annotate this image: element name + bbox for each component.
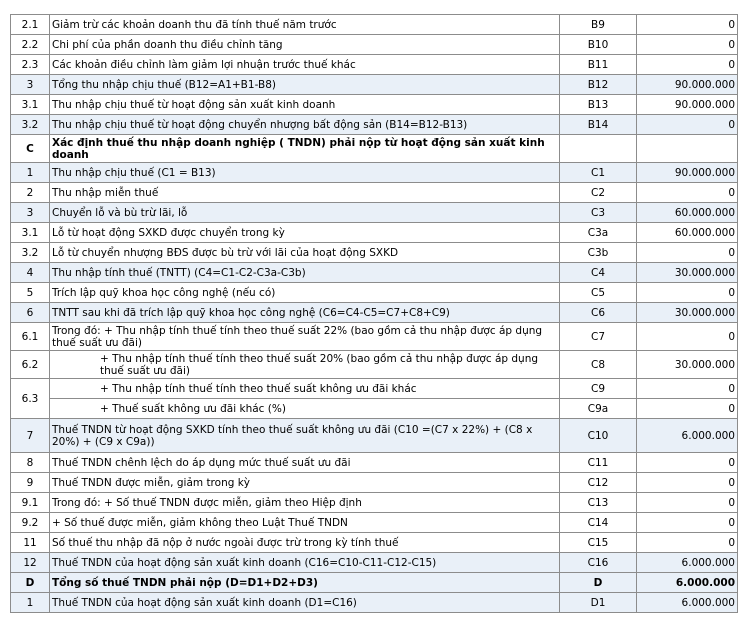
cell-value[interactable]: 6.000.000 (637, 573, 738, 593)
cell-value[interactable]: 0 (637, 115, 738, 135)
cell-description[interactable]: Thu nhập chịu thuế từ hoạt động sản xuất kinh doanh (50, 95, 560, 115)
cell-index[interactable]: 9.2 (11, 513, 50, 533)
cell-description[interactable]: Thuế TNDN chênh lệch do áp dụng mức thuế suất ưu đãi (50, 453, 560, 473)
table-row[interactable] (11, 513, 738, 533)
cell-description[interactable]: + Số thuế được miễn, giảm không theo Luật Thuế TNDN (50, 513, 560, 533)
cell-index[interactable]: 2.1 (11, 15, 50, 35)
cell-index[interactable]: 6.1 (11, 323, 50, 351)
cell-index[interactable]: 3.2 (11, 243, 50, 263)
cell-value[interactable]: 90.000.000 (637, 163, 738, 183)
cell-value[interactable]: 0 (637, 183, 738, 203)
cell-description[interactable]: Tổng số thuế TNDN phải nộp (D=D1+D2+D3) (50, 573, 560, 593)
cell-index[interactable]: 7 (11, 419, 50, 453)
cell-code[interactable]: C8 (560, 351, 637, 379)
cell-code[interactable]: B13 (560, 95, 637, 115)
cell-code[interactable]: C16 (560, 553, 637, 573)
cell-code[interactable]: B9 (560, 15, 637, 35)
table-row[interactable] (11, 135, 738, 163)
cell-code[interactable]: C9 (560, 379, 637, 399)
cell-value[interactable]: 0 (637, 35, 738, 55)
cell-index[interactable]: 3.2 (11, 115, 50, 135)
cell-description[interactable]: Thuế TNDN từ hoạt động SXKD tính theo thuế suất không ưu đãi (C10 =(C7 x 22%) + (C8 x 20%) + (C9 x C9a)) (50, 419, 560, 453)
tax-declaration-table (10, 14, 738, 613)
table-row[interactable] (11, 303, 738, 323)
table-row[interactable] (11, 15, 738, 35)
cell-index[interactable]: 6 (11, 303, 50, 323)
cell-description[interactable]: Lỗ từ chuyển nhượng BĐS được bù trừ với lãi của hoạt động SXKD (50, 243, 560, 263)
table-row[interactable] (11, 493, 738, 513)
table-row[interactable] (11, 115, 738, 135)
cell-index[interactable]: 8 (11, 453, 50, 473)
cell-code[interactable]: D (560, 573, 637, 593)
cell-index[interactable]: 3 (11, 75, 50, 95)
table-row[interactable] (11, 399, 738, 419)
cell-description[interactable]: Chuyển lỗ và bù trừ lãi, lỗ (50, 203, 560, 223)
cell-code[interactable]: C2 (560, 183, 637, 203)
cell-code[interactable]: C3a (560, 223, 637, 243)
cell-description[interactable]: Giảm trừ các khoản doanh thu đã tính thuế năm trước (50, 15, 560, 35)
cell-code[interactable]: C7 (560, 323, 637, 351)
cell-description[interactable]: TNTT sau khi đã trích lập quỹ khoa học công nghệ (C6=C4-C5=C7+C8+C9) (50, 303, 560, 323)
cell-description[interactable]: + Thu nhập tính thuế tính theo thuế suất không ưu đãi khác (50, 379, 560, 399)
cell-value[interactable]: 0 (637, 323, 738, 351)
cell-value[interactable]: 0 (637, 379, 738, 399)
cell-code[interactable]: C3 (560, 203, 637, 223)
table-row[interactable] (11, 379, 738, 399)
cell-code[interactable]: B11 (560, 55, 637, 75)
cell-code[interactable]: C15 (560, 533, 637, 553)
cell-index[interactable]: D (11, 573, 50, 593)
cell-value[interactable]: 90.000.000 (637, 75, 738, 95)
cell-code[interactable]: B12 (560, 75, 637, 95)
cell-description[interactable]: Thuế TNDN được miễn, giảm trong kỳ (50, 473, 560, 493)
cell-description[interactable]: Thu nhập chịu thuế (C1 = B13) (50, 163, 560, 183)
cell-index[interactable]: 12 (11, 553, 50, 573)
cell-code[interactable]: C14 (560, 513, 637, 533)
table-row[interactable] (11, 183, 738, 203)
table-row[interactable] (11, 283, 738, 303)
table-row[interactable] (11, 203, 738, 223)
cell-code[interactable]: C12 (560, 473, 637, 493)
table-row[interactable] (11, 323, 738, 351)
cell-value[interactable]: 0 (637, 453, 738, 473)
cell-description[interactable]: Trong đó: + Số thuế TNDN được miễn, giảm theo Hiệp định (50, 493, 560, 513)
cell-code[interactable]: C6 (560, 303, 637, 323)
cell-index[interactable]: 4 (11, 263, 50, 283)
cell-description[interactable]: Số thuế thu nhập đã nộp ở nước ngoài được trừ trong kỳ tính thuế (50, 533, 560, 553)
table-row[interactable] (11, 75, 738, 95)
cell-value[interactable]: 0 (637, 533, 738, 553)
table-row[interactable] (11, 163, 738, 183)
cell-description[interactable]: Thuế TNDN của hoạt động sản xuất kinh doanh (D1=C16) (50, 593, 560, 613)
table-row[interactable] (11, 533, 738, 553)
cell-index[interactable]: 3.1 (11, 223, 50, 243)
cell-value[interactable]: 0 (637, 243, 738, 263)
table-row[interactable] (11, 351, 738, 379)
cell-description[interactable]: Lỗ từ hoạt động SXKD được chuyển trong kỳ (50, 223, 560, 243)
table-row[interactable] (11, 95, 738, 115)
cell-description[interactable]: + Thu nhập tính thuế tính theo thuế suất 20% (bao gồm cả thu nhập được áp dụng thuế suất ưu đãi) (50, 351, 560, 379)
table-row[interactable] (11, 55, 738, 75)
cell-value[interactable]: 0 (637, 493, 738, 513)
table-row[interactable] (11, 243, 738, 263)
top-edge (0, 0, 754, 14)
table-row[interactable] (11, 223, 738, 243)
table-row[interactable] (11, 35, 738, 55)
cell-code[interactable]: C1 (560, 163, 637, 183)
cell-index[interactable]: 9 (11, 473, 50, 493)
cell-value[interactable]: 60.000.000 (637, 203, 738, 223)
cell-value[interactable]: 0 (637, 283, 738, 303)
table-row[interactable] (11, 473, 738, 493)
cell-description[interactable]: Tổng thu nhập chịu thuế (B12=A1+B1-B8) (50, 75, 560, 95)
table-row[interactable] (11, 553, 738, 573)
cell-value[interactable]: 30.000.000 (637, 303, 738, 323)
cell-code[interactable]: C9a (560, 399, 637, 419)
cell-value[interactable]: 0 (637, 399, 738, 419)
cell-description[interactable]: Thu nhập tính thuế (TNTT) (C4=C1-C2-C3a-C3b) (50, 263, 560, 283)
cell-description[interactable]: + Thuế suất không ưu đãi khác (%) (50, 399, 560, 419)
cell-value[interactable]: 30.000.000 (637, 263, 738, 283)
cell-description[interactable]: Trích lập quỹ khoa học công nghệ (nếu có) (50, 283, 560, 303)
cell-code[interactable]: C13 (560, 493, 637, 513)
cell-index[interactable]: 3 (11, 203, 50, 223)
cell-value[interactable]: 0 (637, 473, 738, 493)
cell-index[interactable]: 9.1 (11, 493, 50, 513)
cell-value[interactable]: 0 (637, 55, 738, 75)
cell-value[interactable]: 6.000.000 (637, 419, 738, 453)
cell-description[interactable]: Chi phí của phần doanh thu điều chỉnh tăng (50, 35, 560, 55)
cell-value[interactable]: 6.000.000 (637, 553, 738, 573)
cell-index[interactable]: 2 (11, 183, 50, 203)
cell-code[interactable]: C5 (560, 283, 637, 303)
cell-description[interactable]: Xác định thuế thu nhập doanh nghiệp ( TNDN) phải nộp từ hoạt động sản xuất kinh doanh (50, 135, 560, 163)
cell-index[interactable]: 3.1 (11, 95, 50, 115)
cell-value[interactable]: 90.000.000 (637, 95, 738, 115)
cell-description[interactable]: Thu nhập miễn thuế (50, 183, 560, 203)
cell-index[interactable]: 6.2 (11, 351, 50, 379)
cell-code[interactable]: B14 (560, 115, 637, 135)
cell-code[interactable] (560, 135, 637, 163)
cell-code[interactable]: C3b (560, 243, 637, 263)
cell-index[interactable]: 5 (11, 283, 50, 303)
cell-value[interactable]: 6.000.000 (637, 593, 738, 613)
cell-code[interactable]: B10 (560, 35, 637, 55)
cell-code[interactable]: C10 (560, 419, 637, 453)
table-row[interactable] (11, 593, 738, 613)
cell-description[interactable]: Trong đó: + Thu nhập tính thuế tính theo thuế suất 22% (bao gồm cả thu nhập được áp dụng thuế suất ưu đãi) (50, 323, 560, 351)
table-row[interactable] (11, 263, 738, 283)
cell-value[interactable]: 30.000.000 (637, 351, 738, 379)
cell-value[interactable]: 0 (637, 15, 738, 35)
cell-index[interactable]: 2.3 (11, 55, 50, 75)
cell-index[interactable]: C (11, 135, 50, 163)
cell-code[interactable]: C11 (560, 453, 637, 473)
cell-value[interactable]: 0 (637, 513, 738, 533)
cell-description[interactable]: Các khoản điều chỉnh làm giảm lợi nhuận trước thuế khác (50, 55, 560, 75)
cell-index[interactable]: 1 (11, 593, 50, 613)
right-edge (739, 14, 754, 622)
cell-index[interactable]: 1 (11, 163, 50, 183)
cell-value[interactable]: 60.000.000 (637, 223, 738, 243)
cell-code[interactable]: D1 (560, 593, 637, 613)
table-row[interactable] (11, 419, 738, 453)
row-header-strip (0, 14, 10, 622)
cell-index[interactable]: 6.3 (11, 379, 50, 419)
cell-code[interactable]: C4 (560, 263, 637, 283)
table-row[interactable] (11, 453, 738, 473)
cell-description[interactable]: Thu nhập chịu thuế từ hoạt động chuyển nhượng bất động sản (B14=B12-B13) (50, 115, 560, 135)
cell-description[interactable]: Thuế TNDN của hoạt động sản xuất kinh doanh (C16=C10-C11-C12-C15) (50, 553, 560, 573)
cell-index[interactable]: 11 (11, 533, 50, 553)
cell-index[interactable]: 2.2 (11, 35, 50, 55)
table-row[interactable] (11, 573, 738, 593)
cell-value[interactable] (637, 135, 738, 163)
